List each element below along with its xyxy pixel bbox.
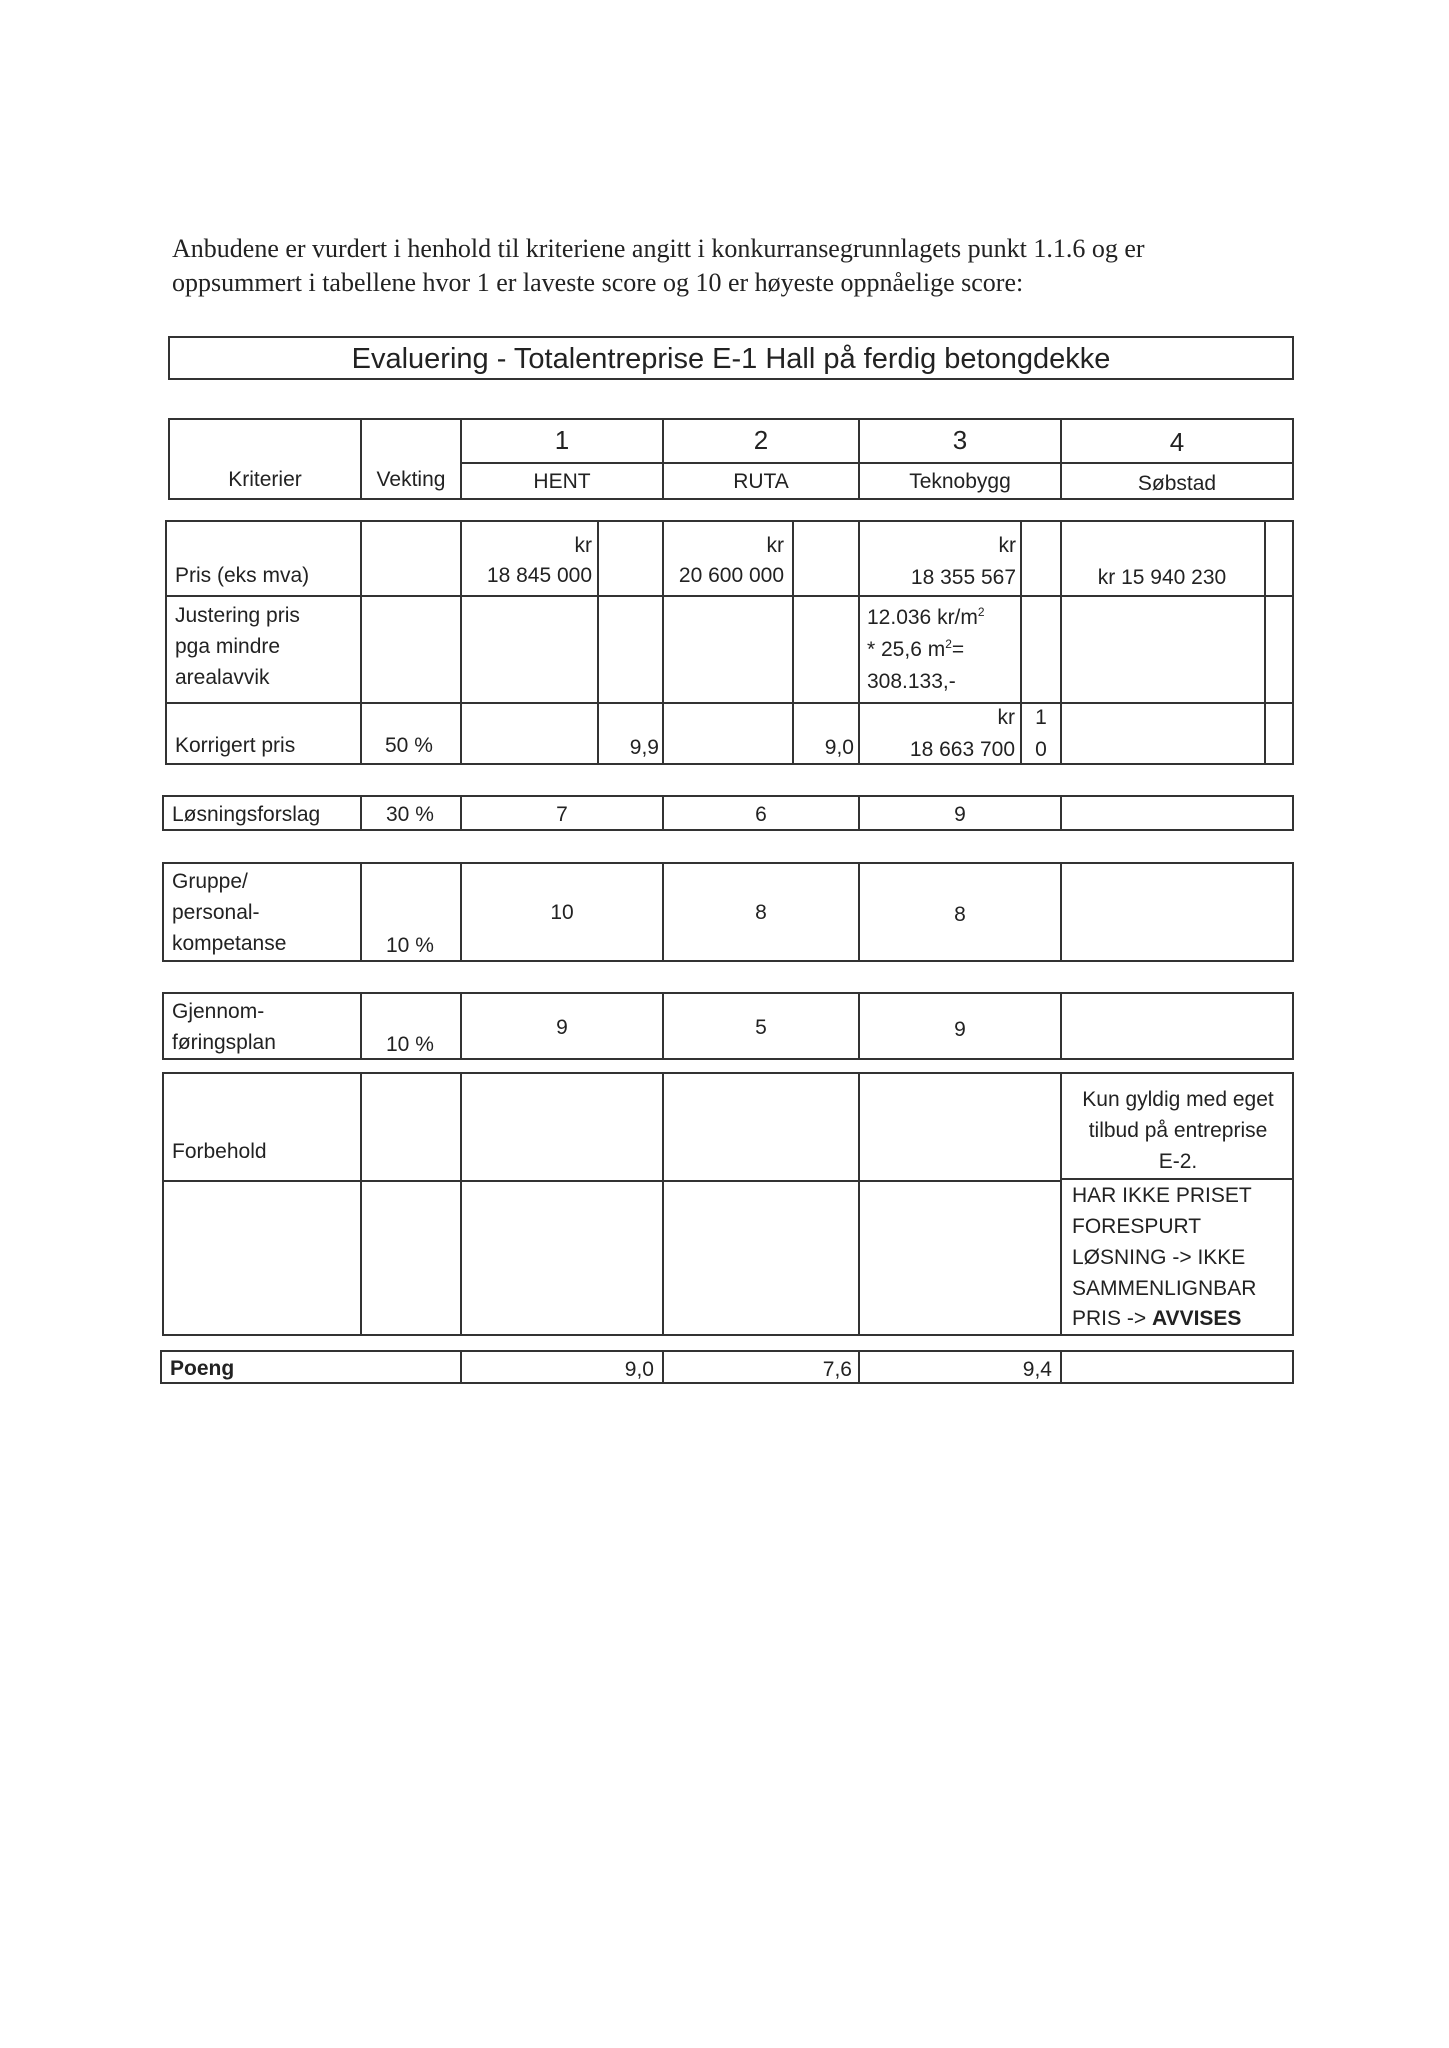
losning-vekting: 30 % bbox=[386, 803, 434, 826]
forbehold-rejection-3: LØSNING -> IKKE bbox=[1072, 1246, 1246, 1269]
bidder-1-number: 1 bbox=[554, 425, 570, 455]
gjennom-hent: 9 bbox=[556, 1016, 568, 1039]
gjennom-tekno: 9 bbox=[954, 1018, 966, 1041]
hent-pris: 18 845 000 bbox=[486, 564, 592, 587]
bidder-2-number: 2 bbox=[753, 425, 769, 455]
price-block bbox=[165, 520, 1294, 765]
intro-line-2: oppsummert i tabellene hvor 1 er laveste score og 10 er høyeste oppnåelige score: bbox=[172, 268, 1024, 297]
hent-kr: kr bbox=[574, 534, 592, 557]
header-vekting: Vekting bbox=[376, 468, 446, 491]
header-row bbox=[168, 418, 1294, 500]
forbehold-note-1: Kun gyldig med eget bbox=[1082, 1088, 1274, 1111]
gjennom-label-1: Gjennom- bbox=[172, 1000, 265, 1023]
forbehold-note-2: tilbud på entreprise bbox=[1088, 1119, 1268, 1142]
justering-label-2: pga mindre bbox=[175, 635, 281, 658]
gruppe-row bbox=[162, 862, 1294, 962]
losning-label: Løsningsforslag bbox=[172, 803, 321, 826]
losning-hent: 7 bbox=[556, 803, 568, 826]
intro-line-1: Anbudene er vurdert i henhold til kriteriene angitt i konkurransegrunnlagets punkt 1.1.6 og er bbox=[172, 234, 1145, 263]
forbehold-row bbox=[162, 1072, 1294, 1336]
gruppe-tekno: 8 bbox=[954, 903, 966, 926]
korrigert-ruta-score: 9,0 bbox=[824, 736, 854, 759]
gruppe-label-1: Gruppe/ bbox=[172, 870, 248, 893]
korrigert-tekno-pris: 18 663 700 bbox=[909, 738, 1015, 761]
gjennom-vekting: 10 % bbox=[386, 1033, 434, 1056]
avvises-text: AVVISES bbox=[1151, 1307, 1242, 1330]
forbehold-note-3: E-2. bbox=[1158, 1150, 1198, 1173]
poeng-label: Poeng bbox=[170, 1357, 235, 1380]
gjennom-row bbox=[162, 992, 1294, 1060]
justering-label-3: arealavvik bbox=[175, 666, 270, 689]
bidder-4-name: Søbstad bbox=[1137, 472, 1217, 495]
gruppe-vekting: 10 % bbox=[386, 934, 434, 957]
tekno-kr: kr bbox=[998, 534, 1016, 557]
forbehold-rejection-4: SAMMENLIGNBAR bbox=[1072, 1277, 1257, 1300]
korrigert-label: Korrigert pris bbox=[175, 734, 296, 757]
forbehold-label: Forbehold bbox=[172, 1140, 267, 1163]
bidder-3-name: Teknobygg bbox=[909, 470, 1011, 493]
forbehold-rejection-5: PRIS -> AVVISES bbox=[1072, 1307, 1242, 1330]
justering-calc-3: 308.133,- bbox=[867, 670, 956, 693]
justering-label-1: Justering pris bbox=[175, 604, 300, 627]
ruta-kr: kr bbox=[766, 534, 784, 557]
korrigert-tekno-score-1: 1 bbox=[1035, 706, 1047, 729]
poeng-row bbox=[160, 1350, 1294, 1384]
losning-tekno: 9 bbox=[954, 803, 966, 826]
korrigert-tekno-score-2: 0 bbox=[1035, 738, 1047, 761]
justering-calc-2: * 25,6 $m^2=$ bbox=[867, 637, 965, 661]
bidder-1-name: HENT bbox=[533, 470, 591, 493]
korrigert-hent-score: 9,9 bbox=[629, 736, 659, 759]
losning-row bbox=[162, 795, 1294, 831]
tekno-pris: 18 355 567 bbox=[910, 566, 1016, 589]
gjennom-label-2: føringsplan bbox=[172, 1031, 276, 1054]
ruta-pris: 20 600 000 bbox=[678, 564, 784, 587]
poeng-tekno: 9,4 bbox=[1022, 1358, 1052, 1381]
gruppe-ruta: 8 bbox=[755, 901, 767, 924]
losning-ruta: 6 bbox=[755, 803, 767, 826]
forbehold-rejection-1: HAR IKKE PRISET bbox=[1072, 1184, 1252, 1207]
forbehold-rejection-2: FORESPURT bbox=[1072, 1215, 1202, 1238]
korrigert-tekno-kr: kr bbox=[997, 706, 1015, 729]
justering-calc-1: 12.036 $kr/m^2$ bbox=[867, 605, 985, 629]
gruppe-label-3: kompetanse bbox=[172, 932, 287, 955]
header-kriterier: Kriterier bbox=[228, 468, 302, 491]
poeng-hent: 9,0 bbox=[624, 1358, 654, 1381]
korrigert-vekting: 50 % bbox=[385, 734, 433, 757]
intro-text bbox=[172, 232, 1232, 300]
pris-label: Pris (eks mva) bbox=[175, 564, 310, 587]
gruppe-label-2: personal- bbox=[172, 901, 260, 924]
gjennom-ruta: 5 bbox=[755, 1016, 767, 1039]
poeng-ruta: 7,6 bbox=[822, 1358, 852, 1381]
table-title: Evaluering - Totalentreprise E-1 Hall på ferdig betongdekke bbox=[168, 336, 1294, 380]
bidder-3-number: 3 bbox=[952, 425, 968, 455]
sobstad-pris: kr 15 940 230 bbox=[1097, 566, 1227, 589]
bidder-2-name: RUTA bbox=[733, 470, 789, 493]
gruppe-hent: 10 bbox=[550, 901, 574, 924]
bidder-4-number: 4 bbox=[1169, 427, 1185, 457]
